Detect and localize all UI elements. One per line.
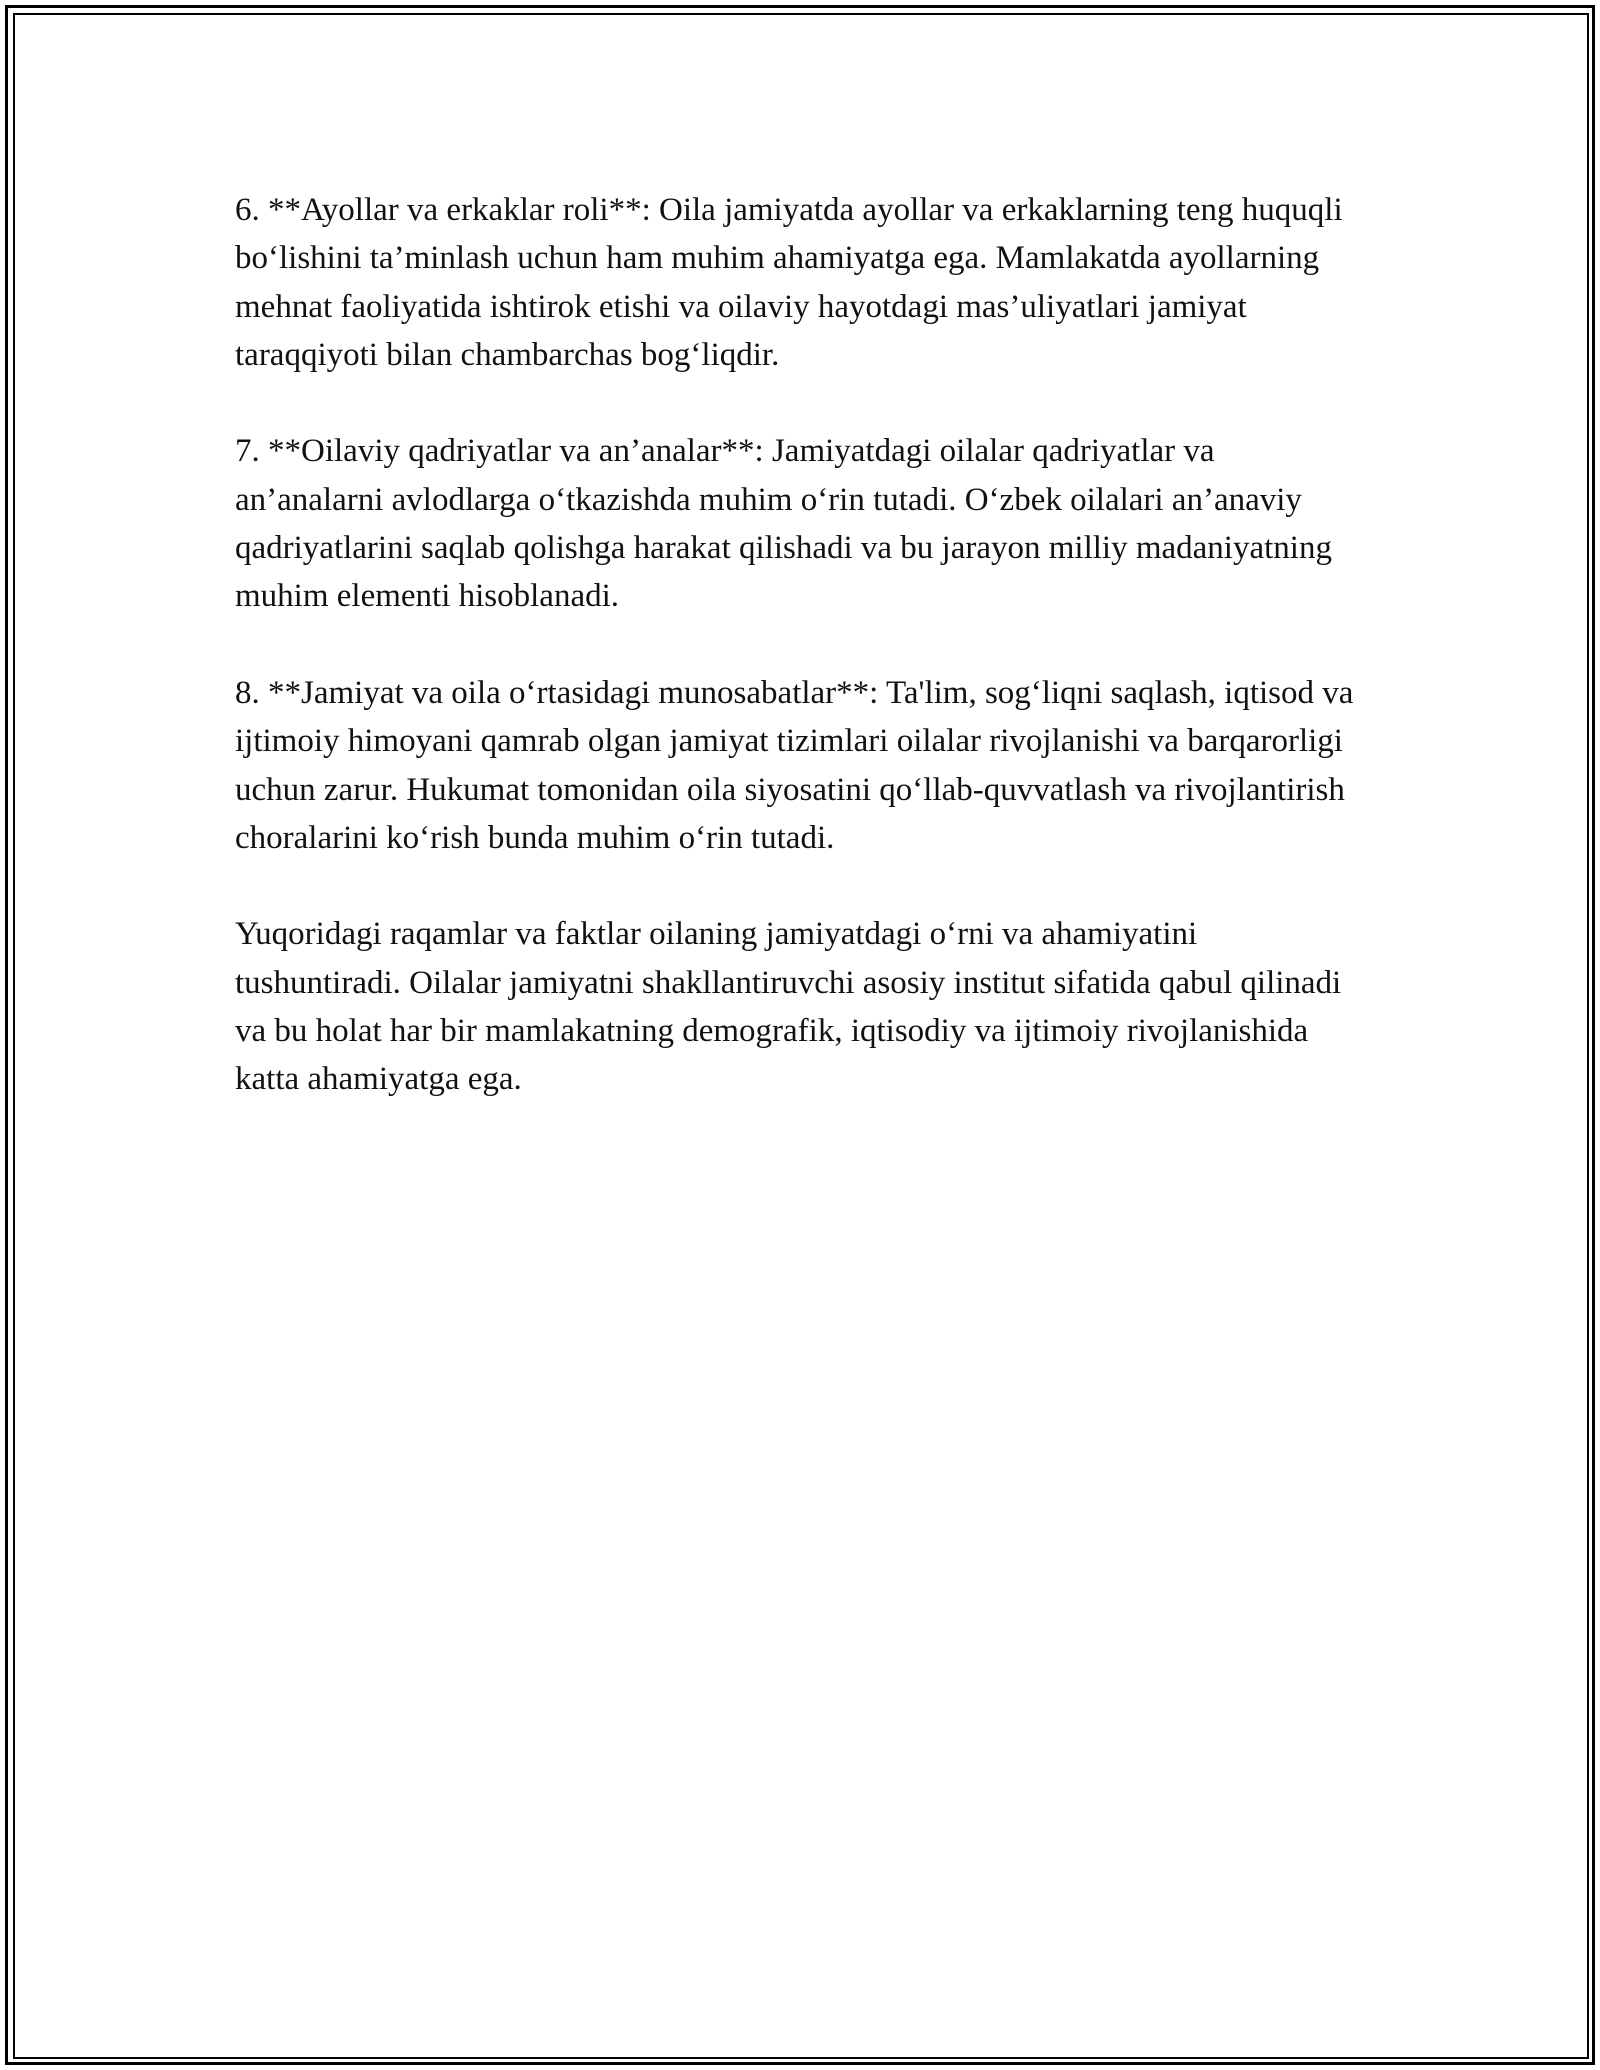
paragraph-family-values: 7. **Oilaviy qadriyatlar va an’analar**: Jamiyatdagi oilalar qadriyatlar va an’analarni avlodlarga o‘tkazishda muhim o‘rin tutadi. O‘zbek oilalari an’anaviy qadriyatlarini saqlab qolishga harakat qilishadi va bu jarayon milliy madaniyatning muhim elementi hisoblanadi.: [235, 433, 1332, 615]
paragraph-conclusion: Yuqoridagi raqamlar va faktlar oilaning jamiyatdagi o‘rni va ahamiyatini tushuntiradi. Oilalar jamiyatni shakllantiruvchi asosiy institut sifatida qabul qilinadi va bu holat har bir mamlakatning demografik, iqtisodiy va ijtimoiy rivojlanishida katta ahamiyatga ega.: [235, 916, 1342, 1098]
paragraph-women-men-role: 6. **Ayollar va erkaklar roli**: Oila jamiyatda ayollar va erkaklarning teng huquqli bo‘lishini ta’minlash uchun ham muhim ahamiyatga ega. Mamlakatda ayollarning mehnat faoliyatida ishtirok etishi va oilaviy hayotdagi mas’uliyatlari jamiyat taraqqiyoti bilan chambarchas bog‘liqdir.: [235, 192, 1343, 373]
document-body: [235, 186, 1365, 1152]
paragraph-society-family-relations: 8. **Jamiyat va oila o‘rtasidagi munosabatlar**: Ta'lim, sog‘liqni saqlash, iqtisod va ijtimoiy himoyani qamrab olgan jamiyat tizimlari oilalar rivojlanishi va barqarorligi uchun zarur. Hukumat tomonidan oila siyosatini qo‘llab-quvvatlash va rivojlantirish choralarini ko‘rish bunda muhim o‘rin tutadi.: [235, 674, 1354, 856]
